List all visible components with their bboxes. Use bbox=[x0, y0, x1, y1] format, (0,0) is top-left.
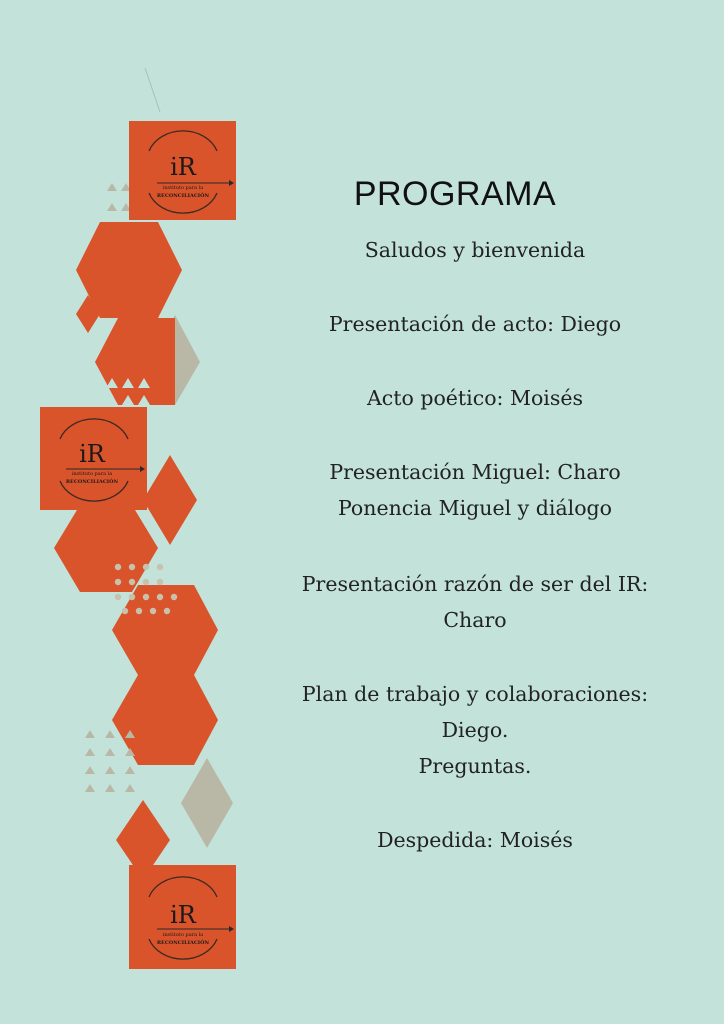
logo-middle bbox=[40, 407, 147, 510]
program-item-presentacion-miguel: Presentación Miguel: Charo bbox=[329, 460, 621, 484]
logo-line2: RECONCILIACIÓN bbox=[65, 479, 119, 485]
logo-mark: iR bbox=[170, 901, 196, 929]
logo-line1: instituto para la bbox=[162, 932, 204, 938]
program-item-presentacion-acto: Presentación de acto: Diego bbox=[328, 312, 622, 336]
logo-mark: iR bbox=[170, 153, 196, 181]
logo-line2: RECONCILIACIÓN bbox=[156, 193, 210, 199]
grey-diamond bbox=[181, 758, 233, 848]
program-item-ponencia: Ponencia Miguel y diálogo bbox=[337, 496, 613, 520]
logo-line1: instituto para la bbox=[71, 471, 113, 477]
page-title: PROGRAMA bbox=[353, 175, 557, 213]
program-list bbox=[270, 232, 680, 858]
orange-diamond bbox=[143, 455, 197, 545]
program-item-plan-line2: Diego. bbox=[441, 718, 509, 742]
orange-hexagon bbox=[95, 318, 175, 405]
orange-hexagon bbox=[54, 505, 158, 592]
program-item-acto-poetico: Acto poético: Moisés bbox=[366, 386, 584, 410]
program-item-preguntas: Preguntas. bbox=[418, 754, 532, 778]
orange-hexagon bbox=[112, 585, 218, 675]
program-item-despedida: Despedida: Moisés bbox=[377, 828, 573, 852]
program-item-saludos: Saludos y bienvenida bbox=[364, 238, 586, 262]
program-item-razon-line2: Charo bbox=[443, 608, 507, 632]
triangle-pattern bbox=[107, 183, 131, 211]
logo-mark: iR bbox=[79, 440, 105, 468]
logo-line2: RECONCILIACIÓN bbox=[156, 940, 210, 946]
program-item-razon-line1: Presentación razón de ser del IR: bbox=[301, 572, 649, 596]
logo-top bbox=[129, 121, 236, 220]
logo-line1: instituto para la bbox=[162, 185, 204, 191]
program-item-plan-line1: Plan de trabajo y colaboraciones: bbox=[301, 682, 649, 706]
logo-bottom bbox=[129, 865, 236, 969]
